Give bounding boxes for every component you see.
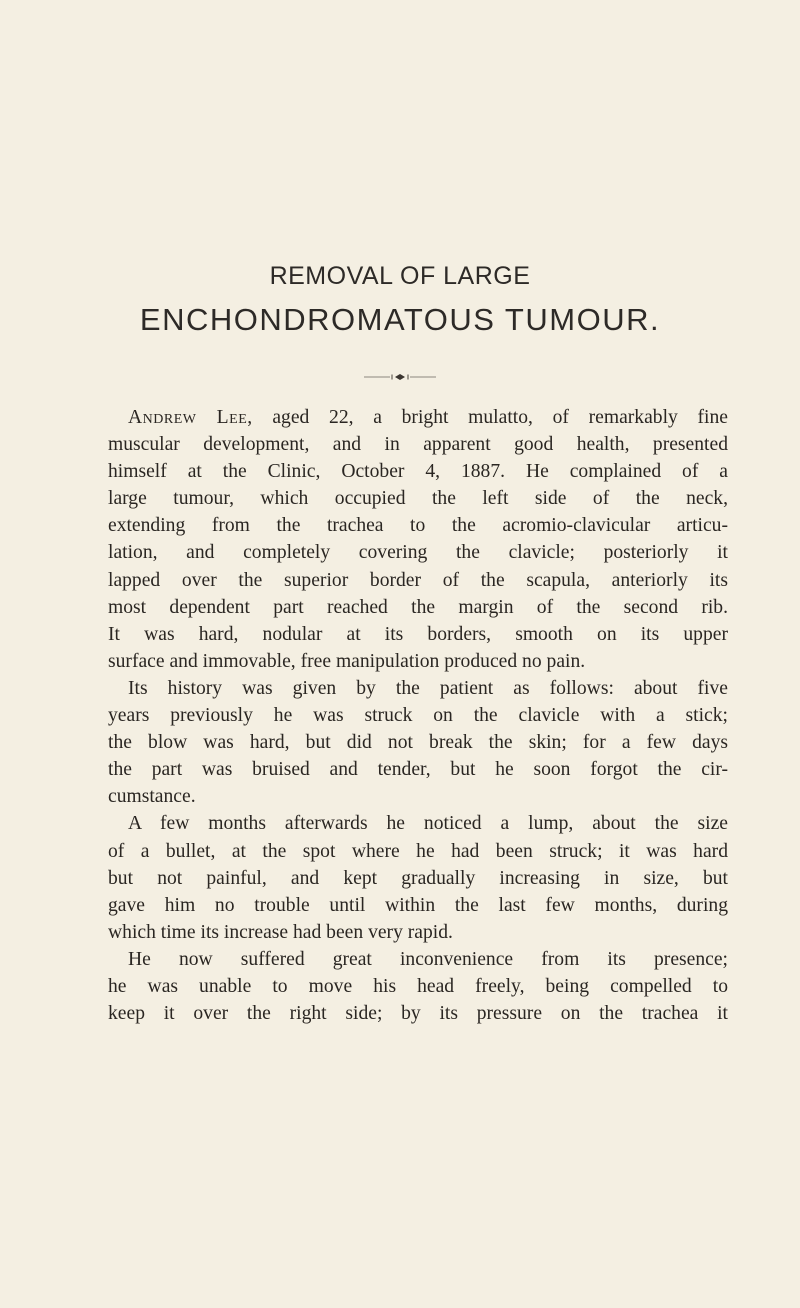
text-line: gave him no trouble until within the last few months, during bbox=[108, 894, 728, 916]
text-line: muscular development, and in apparent good health, presented bbox=[108, 434, 728, 456]
text-line: surface and immovable, free manipulation produced no pain. bbox=[108, 650, 586, 672]
text-line: of a bullet, at the spot where he had been struck; it was hard bbox=[108, 840, 728, 862]
text-line: keep it over the right side; by its pressure on the trachea it bbox=[108, 1003, 728, 1025]
text-line: most dependent part reached the margin of the second rib. bbox=[108, 596, 728, 618]
patient-name: Andrew Lee, bbox=[128, 407, 253, 428]
text-line: Andrew Lee, aged 22, a bright mulatto, of remarkably fine bbox=[128, 407, 728, 428]
text-line: the part was bruised and tender, but he soon forgot the cir- bbox=[108, 759, 728, 781]
text-line: It was hard, nodular at its borders, smooth on its upper bbox=[108, 623, 728, 645]
text-line: extending from the trachea to the acromio-clavicular articu- bbox=[108, 515, 728, 537]
text-line: cumstance. bbox=[108, 786, 196, 808]
text-line: lation, and completely covering the clavicle; posteriorly it bbox=[108, 542, 728, 564]
text-line: A few months afterwards he noticed a lump, about the size bbox=[128, 813, 728, 835]
chapter-title-line-1: REMOVAL OF LARGE bbox=[269, 262, 531, 290]
text-line: lapped over the superior border of the scapula, anteriorly its bbox=[108, 569, 728, 591]
text-line: large tumour, which occupied the left side of the neck, bbox=[108, 488, 728, 510]
text-line: the blow was hard, but did not break the skin; for a few days bbox=[108, 732, 728, 754]
text-line: he was unable to move his head freely, being compelled to bbox=[108, 975, 728, 997]
chapter-title-line-2: ENCHONDROMATOUS TUMOUR. bbox=[139, 302, 661, 337]
text-line: Its history was given by the patient as follows: about five bbox=[128, 677, 728, 699]
text-line: himself at the Clinic, October 4, 1887. He complained of a bbox=[108, 461, 728, 483]
text-line: He now suffered great inconvenience from its presence; bbox=[128, 948, 728, 970]
text-line: which time its increase had been very rapid. bbox=[108, 921, 453, 943]
divider-ornament bbox=[362, 373, 438, 381]
text-line: years previously he was struck on the clavicle with a stick; bbox=[108, 705, 728, 727]
text-line: but not painful, and kept gradually increasing in size, but bbox=[108, 867, 728, 889]
body-text bbox=[108, 404, 728, 1027]
